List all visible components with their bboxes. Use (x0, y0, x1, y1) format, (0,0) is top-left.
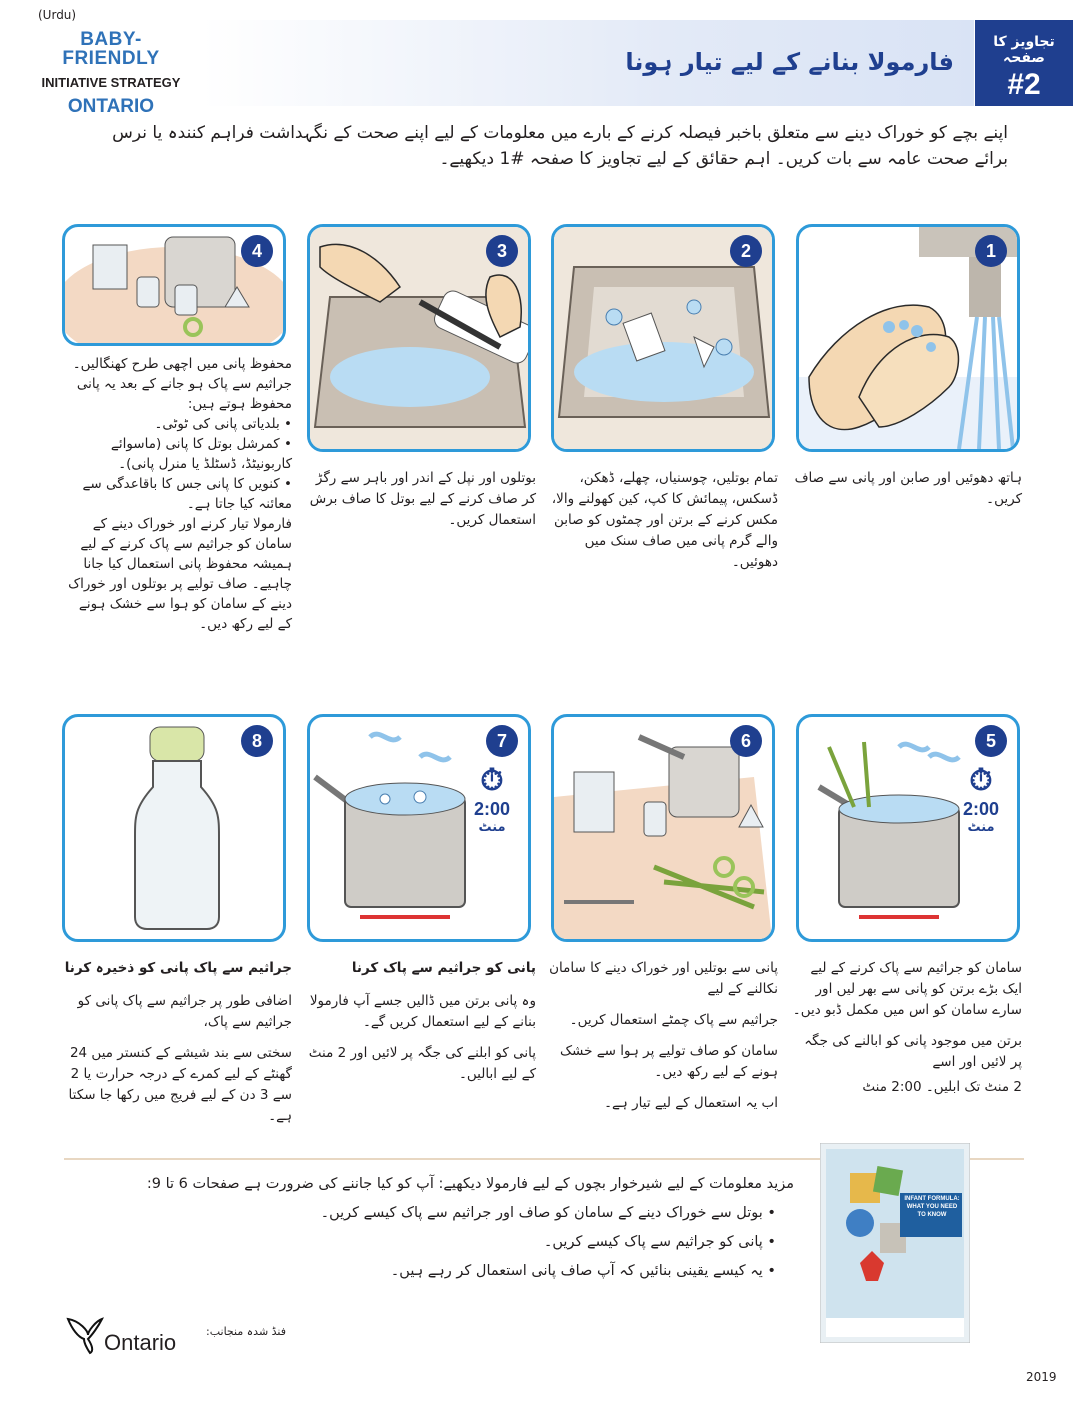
ontario-wordmark: Ontario (104, 1330, 177, 1355)
language-label: (Urdu) (38, 8, 77, 22)
step-paragraph: جراثیم سے پاک چمٹے استعمال کریں۔ (569, 1012, 778, 1028)
step-paragraph: سامان کو صاف تولیے پر ہوا سے خشک ہونے کے لیے رکھ دیں۔ (559, 1043, 778, 1080)
bullet-item: • کمرشل بوتل کا پانی (ماسوائے کاربونیٹڈ، ڈسٹلڈ یا منرل پانی)۔ (110, 436, 292, 472)
step-card-8 (62, 714, 286, 942)
step-paragraph: فارمولا تیار کرنے اور خوراک دینے کے سامان کو جراثیم سے پاک کرنے کے لیے ہمیشہ محفوظ پانی استعمال کیا جانا چاہیے۔ صاف تولیے پر بوتلوں اور خوراک دینے کے سامان کو ہوا سے خشک ہونے کے لیے رکھ دیں۔ (68, 516, 292, 632)
tip-sheet-number: #2 (1007, 68, 1041, 101)
bullet-item: • کنویں کا پانی جس کا باقاعدگی سے معائنہ کیا جاتا ہے۔ (82, 476, 292, 512)
step-paragraph: بوتلوں اور نپل کے اندر اور باہر سے رگڑ کر صاف کرنے کے لیے بوتل کا صاف برش استعمال کریں۔ (309, 470, 536, 528)
step-card-2 (551, 224, 775, 452)
step-card-3 (307, 224, 531, 452)
step-3-text (306, 468, 536, 541)
timer-unit: منٹ (967, 820, 995, 835)
step-card-7 (307, 714, 531, 942)
step-paragraph: تمام بوتلیں، چوسنیاں، چھلے، ڈھکن، ڈسکس، پیمائش کا کپ، کین کھولنے والا، مکس کرنے کے برتن اور چمٹوں کو صابن والے گرم پانی میں صاف سنک میں دھوئیں۔ (551, 470, 778, 570)
stopwatch-icon: ⏱ (480, 763, 504, 798)
more-info-lead: مزید معلومات کے لیے شیرخوار بچوں کے لیے فارمولا دیکھیے: آپ کو کیا جاننے کی ضرورت ہے صفحات 6 تا 9: (146, 1176, 794, 1192)
step-5-text (792, 958, 1022, 1108)
timer-unit: منٹ (478, 820, 506, 835)
step-2-text (548, 468, 778, 583)
step-paragraph: پانی کو ابلنے کی جگہ پر لائیں اور 2 منٹ کے لیے ابالیں۔ (308, 1045, 536, 1082)
step-7-text (306, 958, 536, 1095)
more-info-list (64, 1199, 794, 1286)
step-number-badge: 1 (975, 235, 1007, 267)
list-item: • یہ کیسے یقینی بنائیں کہ آپ صاف پانی استعمال کر رہے ہیں۔ (64, 1257, 776, 1286)
step-paragraph: سختی سے بند شیشے کے کنستر میں 24 گھنٹے کے لیے کمرے کے درجہ حرارت یا 2 سے 3 دن کے لیے فریج میں رکھا جا سکتا ہے۔ (68, 1045, 292, 1124)
step-paragraph: اب یہ استعمال کے لیے تیار ہے۔ (604, 1095, 778, 1111)
more-info (64, 1170, 794, 1286)
step-number-badge: 5 (975, 725, 1007, 757)
tip-sheet-label: تجاویز کا صفحہ (993, 34, 1055, 66)
step-paragraph: محفوظ پانی میں اچھی طرح کھنگالیں۔ جراثیم سے پاک ہو جانے کے بعد یہ پانی محفوظ ہوتے ہیں: (72, 356, 292, 412)
logo-line-3: ONTARIO (67, 96, 155, 117)
step-heading: جراثیم سے پاک پانی کو ذخیرہ کرنا (64, 960, 292, 976)
step-card-6 (551, 714, 775, 942)
step-paragraph: برتن میں موجود پانی کو ابالنے کی جگہ پر لائیں اور اسے (804, 1033, 1022, 1070)
step-paragraph: ہاتھ دھوئیں اور صابن اور پانی سے صاف کریں۔ (794, 470, 1022, 507)
step-number-badge: 3 (486, 235, 518, 267)
timer-value: 2:00 (962, 799, 1000, 819)
booklet-cover-image (820, 1143, 970, 1343)
stopwatch-icon: ⏱ (969, 763, 993, 798)
step-paragraph: اضافی طور پر جراثیم سے پاک پانی کو جراثیم سے پاک، (77, 993, 292, 1030)
step-paragraph: وہ پانی برتن میں ڈالیں جسے آپ فارمولا بنانے کے لیے استعمال کریں گے۔ (309, 993, 536, 1030)
timer-value: 2:00 (473, 799, 511, 819)
step-number-badge: 6 (730, 725, 762, 757)
list-item: • بوتل سے خوراک دینے کے سامان کو صاف اور جراثیم سے پاک کیسے کریں۔ (64, 1199, 776, 1228)
step-number-badge: 8 (241, 725, 273, 757)
step-number-badge: 4 (241, 235, 273, 267)
step-6-text (548, 958, 778, 1124)
cover-title: INFANT FORMULA: WHAT YOU NEED TO KNOW (904, 1196, 960, 1218)
step-4-text (62, 354, 292, 634)
step-paragraph: 2 منٹ تک ابلیں۔ 2:00 منٹ (862, 1079, 1022, 1095)
step-1-text (792, 468, 1022, 520)
funded-by-label: فنڈ شدہ منجانب: (206, 1325, 287, 1338)
tip-sheet-badge (975, 20, 1073, 106)
intro-text: اپنے بچے کو خوراک دینے سے متعلق باخبر فیصلہ کرنے کے بارے میں معلومات کے لیے اپنے صحت کے نگہداشت فراہم کنندہ یا نرس برائے صحت عامہ سے بات کریں۔ اہم حقائق کے لیے تجاویز کا صفحہ #1 دیکھیے۔ (112, 123, 1008, 169)
logo-line-2: INITIATIVE STRATEGY (41, 75, 181, 90)
page-title: فارمولا بنانے کے لیے تیار ہونا (625, 48, 954, 76)
step-number-badge: 7 (486, 725, 518, 757)
step-paragraph: سامان کو جراثیم سے پاک کرنے کے لیے ایک بڑے برتن کو پانی سے بھر لیں اور سارے سامان کو اس میں مکمل ڈبو دیں۔ (792, 960, 1022, 1018)
timer (464, 765, 520, 835)
step-heading: پانی کو جراثیم سے پاک کرنا (351, 960, 536, 976)
logo-line-1: BABY-FRIENDLY (62, 29, 160, 69)
list-item: • پانی کو جراثیم سے پاک کیسے کریں۔ (64, 1228, 776, 1257)
bullet-item: • بلدیاتی پانی کی ٹوٹی۔ (154, 416, 292, 432)
step-card-1 (796, 224, 1020, 452)
step-paragraph: پانی سے بوتلیں اور خوراک دینے کا سامان نکالنے کے لیے (549, 960, 778, 997)
title-bar (202, 20, 974, 106)
year-label: 2019 (1026, 1370, 1057, 1384)
step-8-text (62, 958, 292, 1137)
bfi-logo (36, 30, 186, 116)
step-card-4 (62, 224, 286, 346)
step-card-5 (796, 714, 1020, 942)
timer (953, 765, 1009, 835)
step-number-badge: 2 (730, 235, 762, 267)
